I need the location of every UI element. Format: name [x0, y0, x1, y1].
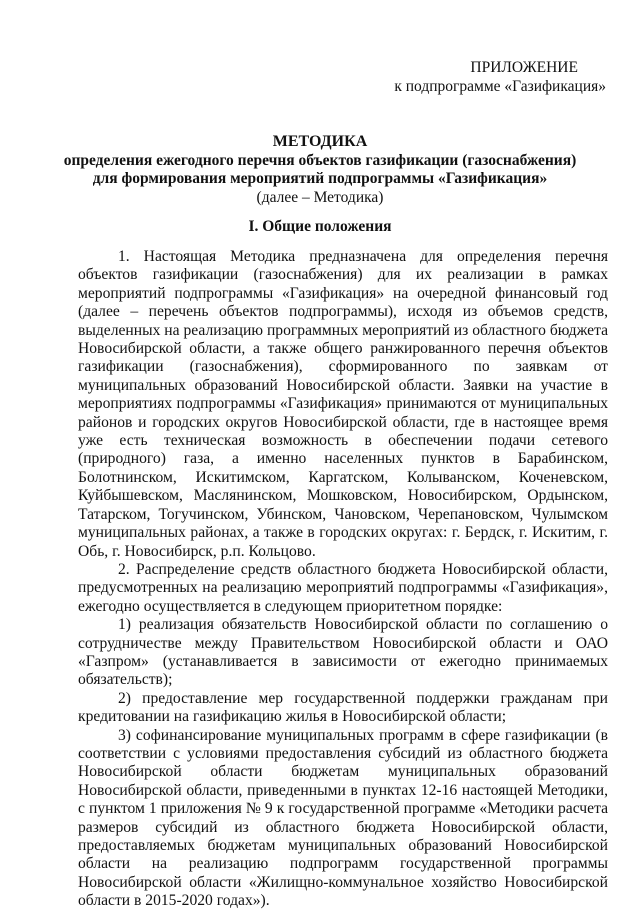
paragraph-2-item-3: 3) софинансирование муниципальных программ в сфере газификации (в соответствии с условиями предоставления субсидий из областного бюджета Новосибирской области бюджетам муниципальных образований Новосибирской области, приведенными в пунктах 12-16 настоящей Методики, с пунктом 1 приложения № 9 к государственной программе «Методики расчета размеров субсидий из областного бюджета Новосибирской области, предоставляемых бюджетам муниципальных образований Новосибирской области на реализацию подпрограмм государственной программы Новосибирской области «Жилищно-коммунальное хозяйство Новосибирской области в 2015-2020 годах»). — [78, 726, 608, 910]
document-subtitle-line-1: определения ежегодного перечня объектов газификации (газоснабжения) — [63, 151, 577, 169]
document-title-block — [40, 133, 600, 207]
paragraph-1: 1. Настоящая Методика предназначена для определения перечня объектов газификации (газоснабжения) для их реализации в рамках мероприятий подпрограммы «Газификация» на очередной финансовый год (далее – перечень объектов подпрограммы), исходя из объемов средств, выделенных на реализацию программных мероприятий из областного бюджета Новосибирской области, а также общего ранжированного перечня объектов газификации (газоснабжения), сформированного по заявкам от муниципальных образований Новосибирской области. Заявки на участие в мероприятиях подпрограммы «Газификация» принимаются от муниципальных районов и городских округов Новосибирской области, где в настоящее время уже есть техническая возможность в обеспечении подачи сетевого (природного) газа, а именно населенных пунктов в Барабинском, Болотнинском, Искитимском, Каргатском, Колыванском, Коченевском, Куйбышевском, Маслянинском, Мошковском, Новосибирском, Ордынском, Татарском, Тогучинском, Убинском, Чановском, Черепановском, Чулымском муниципальных районах, а также в городских округах: г. Бердск, г. Искитим, г. Обь, г. Новосибирск, р.п. Кольцово. — [78, 248, 608, 560]
document-subtitle-line-2: для формирования мероприятий подпрограммы «Газификация» — [92, 170, 548, 187]
document-title: МЕТОДИКА — [272, 133, 368, 150]
appendix-reference: к подпрограмме «Газификация» — [394, 78, 606, 95]
section-heading: I. Общие положения — [248, 218, 392, 235]
document-body — [78, 248, 608, 911]
document-title-note: (далее – Методика) — [256, 188, 384, 206]
paragraph-2-item-1: 1) реализация обязательств Новосибирской области по соглашению о сотрудничестве между Правительством Новосибирской области и ОАО «Газпром» (устанавливается в зависимости от ежегодно принимаемых обязательств); — [78, 616, 608, 689]
paragraph-2: 2. Распределение средств областного бюджета Новосибирской области, предусмотренных на реализацию мероприятий подпрограммы «Газификация», ежегодно осуществляется в следующем приоритетном порядке: — [78, 560, 608, 615]
appendix-label: ПРИЛОЖЕНИЕ — [470, 59, 578, 76]
paragraph-2-item-2: 2) предоставление мер государственной поддержки гражданам при кредитовании на газификацию жилья в Новосибирской области; — [78, 689, 608, 726]
appendix-header — [394, 58, 606, 96]
